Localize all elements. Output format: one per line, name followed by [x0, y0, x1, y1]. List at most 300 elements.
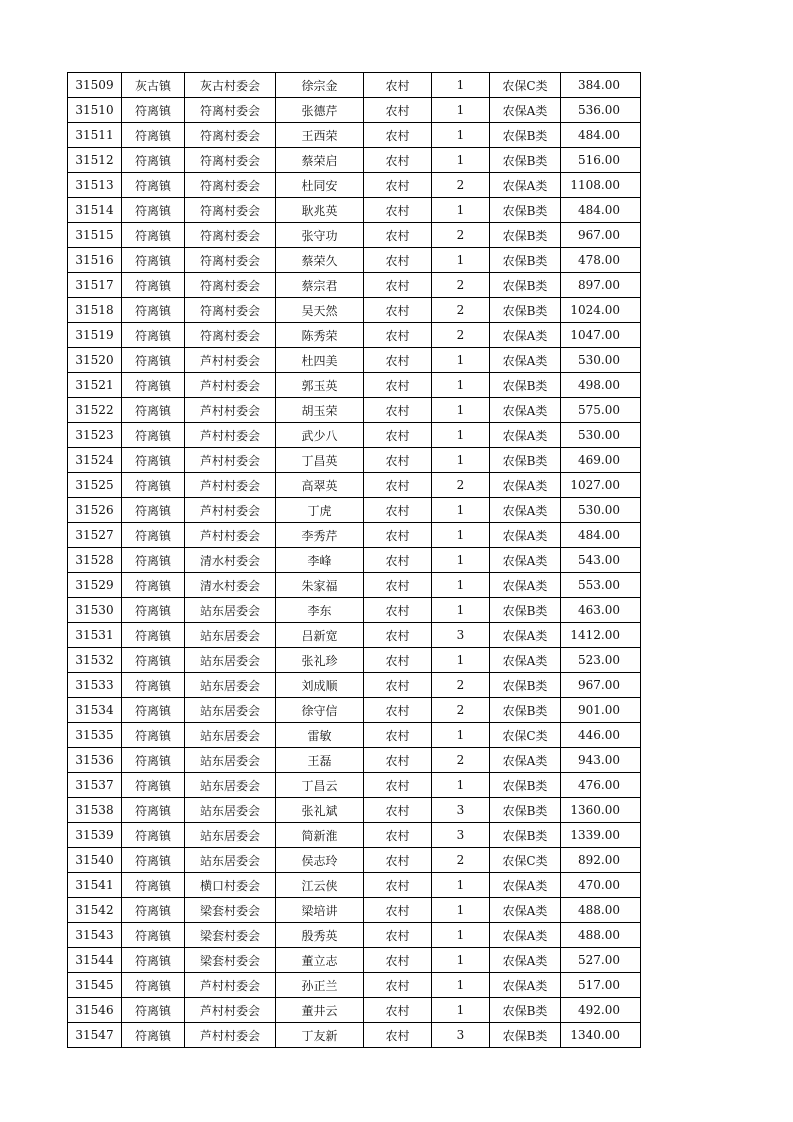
town-cell: 符离镇	[122, 623, 185, 648]
record-id-cell: 31531	[68, 623, 122, 648]
area-type-cell: 农村	[364, 773, 432, 798]
record-id-cell: 31546	[68, 998, 122, 1023]
table-row	[68, 298, 641, 323]
household-count-cell: 2	[432, 473, 490, 498]
table-row	[68, 498, 641, 523]
table-row	[68, 598, 641, 623]
amount-cell: 484.00	[561, 523, 641, 548]
household-count-cell: 1	[432, 598, 490, 623]
town-cell: 符离镇	[122, 723, 185, 748]
record-id-cell: 31519	[68, 323, 122, 348]
name-cell: 简新淮	[276, 823, 364, 848]
table-row	[68, 273, 641, 298]
village-cell: 符离村委会	[185, 223, 276, 248]
table-row	[68, 448, 641, 473]
amount-cell: 498.00	[561, 373, 641, 398]
name-cell: 江云侠	[276, 873, 364, 898]
town-cell: 符离镇	[122, 773, 185, 798]
area-type-cell: 农村	[364, 398, 432, 423]
amount-cell: 553.00	[561, 573, 641, 598]
town-cell: 符离镇	[122, 598, 185, 623]
town-cell: 符离镇	[122, 573, 185, 598]
amount-cell: 484.00	[561, 123, 641, 148]
household-count-cell: 2	[432, 273, 490, 298]
town-cell: 符离镇	[122, 198, 185, 223]
name-cell: 陈秀荣	[276, 323, 364, 348]
table-row	[68, 173, 641, 198]
area-type-cell: 农村	[364, 323, 432, 348]
household-count-cell: 3	[432, 623, 490, 648]
household-count-cell: 2	[432, 323, 490, 348]
insurance-class-cell: 农保B类	[490, 198, 561, 223]
household-count-cell: 3	[432, 1023, 490, 1048]
area-type-cell: 农村	[364, 573, 432, 598]
village-cell: 符离村委会	[185, 198, 276, 223]
name-cell: 丁昌云	[276, 773, 364, 798]
amount-cell: 492.00	[561, 998, 641, 1023]
town-cell: 符离镇	[122, 148, 185, 173]
amount-cell: 575.00	[561, 398, 641, 423]
name-cell: 董立志	[276, 948, 364, 973]
town-cell: 符离镇	[122, 698, 185, 723]
village-cell: 符离村委会	[185, 173, 276, 198]
village-cell: 站东居委会	[185, 823, 276, 848]
area-type-cell: 农村	[364, 473, 432, 498]
table-row	[68, 548, 641, 573]
household-count-cell: 2	[432, 298, 490, 323]
name-cell: 吴天然	[276, 298, 364, 323]
amount-cell: 530.00	[561, 348, 641, 373]
village-cell: 梁套村委会	[185, 948, 276, 973]
name-cell: 梁培讲	[276, 898, 364, 923]
amount-cell: 967.00	[561, 673, 641, 698]
table-row	[68, 423, 641, 448]
name-cell: 张守功	[276, 223, 364, 248]
insurance-class-cell: 农保A类	[490, 873, 561, 898]
name-cell: 郭玉英	[276, 373, 364, 398]
area-type-cell: 农村	[364, 998, 432, 1023]
area-type-cell: 农村	[364, 148, 432, 173]
name-cell: 丁昌英	[276, 448, 364, 473]
town-cell: 符离镇	[122, 98, 185, 123]
amount-cell: 530.00	[561, 498, 641, 523]
area-type-cell: 农村	[364, 648, 432, 673]
table-row	[68, 673, 641, 698]
town-cell: 符离镇	[122, 323, 185, 348]
record-id-cell: 31516	[68, 248, 122, 273]
insurance-class-cell: 农保A类	[490, 923, 561, 948]
village-cell: 站东居委会	[185, 798, 276, 823]
amount-cell: 516.00	[561, 148, 641, 173]
amount-cell: 488.00	[561, 898, 641, 923]
amount-cell: 470.00	[561, 873, 641, 898]
area-type-cell: 农村	[364, 948, 432, 973]
village-cell: 芦村村委会	[185, 998, 276, 1023]
record-id-cell: 31526	[68, 498, 122, 523]
household-count-cell: 1	[432, 98, 490, 123]
record-id-cell: 31527	[68, 523, 122, 548]
amount-cell: 943.00	[561, 748, 641, 773]
amount-cell: 1047.00	[561, 323, 641, 348]
household-count-cell: 1	[432, 248, 490, 273]
table-row	[68, 248, 641, 273]
village-cell: 芦村村委会	[185, 1023, 276, 1048]
insurance-class-cell: 农保A类	[490, 948, 561, 973]
record-id-cell: 31547	[68, 1023, 122, 1048]
household-count-cell: 1	[432, 448, 490, 473]
household-count-cell: 1	[432, 923, 490, 948]
table-row	[68, 723, 641, 748]
table-row	[68, 348, 641, 373]
name-cell: 蔡宗君	[276, 273, 364, 298]
name-cell: 胡玉荣	[276, 398, 364, 423]
household-count-cell: 1	[432, 373, 490, 398]
insurance-class-cell: 农保A类	[490, 323, 561, 348]
table-row	[68, 773, 641, 798]
amount-cell: 478.00	[561, 248, 641, 273]
household-count-cell: 2	[432, 848, 490, 873]
household-count-cell: 1	[432, 723, 490, 748]
insurance-class-cell: 农保B类	[490, 598, 561, 623]
table-row	[68, 398, 641, 423]
town-cell: 符离镇	[122, 523, 185, 548]
amount-cell: 484.00	[561, 198, 641, 223]
table-row	[68, 1023, 641, 1048]
area-type-cell: 农村	[364, 98, 432, 123]
area-type-cell: 农村	[364, 173, 432, 198]
insurance-class-cell: 农保A类	[490, 623, 561, 648]
village-cell: 芦村村委会	[185, 523, 276, 548]
village-cell: 芦村村委会	[185, 473, 276, 498]
table-row	[68, 648, 641, 673]
table-row	[68, 73, 641, 98]
record-id-cell: 31532	[68, 648, 122, 673]
area-type-cell: 农村	[364, 748, 432, 773]
name-cell: 雷敏	[276, 723, 364, 748]
insurance-class-cell: 农保A类	[490, 98, 561, 123]
insurance-class-cell: 农保B类	[490, 223, 561, 248]
name-cell: 徐守信	[276, 698, 364, 723]
area-type-cell: 农村	[364, 1023, 432, 1048]
record-id-cell: 31544	[68, 948, 122, 973]
household-count-cell: 1	[432, 573, 490, 598]
insurance-class-cell: 农保B类	[490, 273, 561, 298]
record-id-cell: 31525	[68, 473, 122, 498]
area-type-cell: 农村	[364, 598, 432, 623]
town-cell: 符离镇	[122, 798, 185, 823]
insurance-class-cell: 农保B类	[490, 698, 561, 723]
area-type-cell: 农村	[364, 673, 432, 698]
record-id-cell: 31510	[68, 98, 122, 123]
table-row	[68, 373, 641, 398]
town-cell: 符离镇	[122, 973, 185, 998]
insurance-class-cell: 农保B类	[490, 448, 561, 473]
insurance-class-cell: 农保B类	[490, 823, 561, 848]
record-id-cell: 31524	[68, 448, 122, 473]
village-cell: 芦村村委会	[185, 448, 276, 473]
record-id-cell: 31534	[68, 698, 122, 723]
insurance-class-cell: 农保A类	[490, 348, 561, 373]
table-row	[68, 198, 641, 223]
area-type-cell: 农村	[364, 723, 432, 748]
household-count-cell: 1	[432, 523, 490, 548]
insurance-class-cell: 农保C类	[490, 73, 561, 98]
amount-cell: 1024.00	[561, 298, 641, 323]
amount-cell: 543.00	[561, 548, 641, 573]
table-row	[68, 973, 641, 998]
record-id-cell: 31513	[68, 173, 122, 198]
village-cell: 梁套村委会	[185, 923, 276, 948]
insurance-class-cell: 农保A类	[490, 748, 561, 773]
town-cell: 符离镇	[122, 348, 185, 373]
household-count-cell: 1	[432, 948, 490, 973]
town-cell: 符离镇	[122, 373, 185, 398]
area-type-cell: 农村	[364, 848, 432, 873]
village-cell: 符离村委会	[185, 323, 276, 348]
town-cell: 符离镇	[122, 473, 185, 498]
record-id-cell: 31537	[68, 773, 122, 798]
village-cell: 梁套村委会	[185, 898, 276, 923]
name-cell: 李秀芹	[276, 523, 364, 548]
amount-cell: 476.00	[561, 773, 641, 798]
village-cell: 灰古村委会	[185, 73, 276, 98]
name-cell: 吕新宽	[276, 623, 364, 648]
area-type-cell: 农村	[364, 623, 432, 648]
table-row	[68, 923, 641, 948]
record-id-cell: 31515	[68, 223, 122, 248]
area-type-cell: 农村	[364, 73, 432, 98]
record-id-cell: 31536	[68, 748, 122, 773]
town-cell: 符离镇	[122, 648, 185, 673]
record-id-cell: 31528	[68, 548, 122, 573]
amount-cell: 488.00	[561, 923, 641, 948]
town-cell: 符离镇	[122, 123, 185, 148]
village-cell: 芦村村委会	[185, 973, 276, 998]
village-cell: 符离村委会	[185, 98, 276, 123]
name-cell: 孙正兰	[276, 973, 364, 998]
village-cell: 站东居委会	[185, 773, 276, 798]
table-row	[68, 873, 641, 898]
insurance-class-cell: 农保C类	[490, 848, 561, 873]
name-cell: 徐宗金	[276, 73, 364, 98]
insurance-class-cell: 农保B类	[490, 798, 561, 823]
village-cell: 横口村委会	[185, 873, 276, 898]
name-cell: 耿兆英	[276, 198, 364, 223]
household-count-cell: 1	[432, 873, 490, 898]
town-cell: 符离镇	[122, 823, 185, 848]
name-cell: 王磊	[276, 748, 364, 773]
record-id-cell: 31529	[68, 573, 122, 598]
name-cell: 张礼斌	[276, 798, 364, 823]
village-cell: 站东居委会	[185, 623, 276, 648]
table-row	[68, 698, 641, 723]
village-cell: 符离村委会	[185, 148, 276, 173]
town-cell: 符离镇	[122, 498, 185, 523]
insurance-class-cell: 农保B类	[490, 148, 561, 173]
town-cell: 符离镇	[122, 298, 185, 323]
town-cell: 灰古镇	[122, 73, 185, 98]
village-cell: 站东居委会	[185, 673, 276, 698]
name-cell: 朱家福	[276, 573, 364, 598]
town-cell: 符离镇	[122, 423, 185, 448]
household-count-cell: 1	[432, 548, 490, 573]
area-type-cell: 农村	[364, 548, 432, 573]
area-type-cell: 农村	[364, 248, 432, 273]
area-type-cell: 农村	[364, 198, 432, 223]
insurance-class-cell: 农保B类	[490, 123, 561, 148]
insurance-class-cell: 农保B类	[490, 1023, 561, 1048]
household-count-cell: 2	[432, 748, 490, 773]
household-count-cell: 1	[432, 348, 490, 373]
household-count-cell: 1	[432, 648, 490, 673]
household-count-cell: 2	[432, 673, 490, 698]
village-cell: 清水村委会	[185, 573, 276, 598]
record-id-cell: 31538	[68, 798, 122, 823]
name-cell: 高翠英	[276, 473, 364, 498]
village-cell: 芦村村委会	[185, 373, 276, 398]
table-row	[68, 98, 641, 123]
town-cell: 符离镇	[122, 248, 185, 273]
insurance-class-cell: 农保A类	[490, 573, 561, 598]
table-row	[68, 798, 641, 823]
amount-cell: 527.00	[561, 948, 641, 973]
name-cell: 董井云	[276, 998, 364, 1023]
town-cell: 符离镇	[122, 673, 185, 698]
amount-cell: 446.00	[561, 723, 641, 748]
record-id-cell: 31523	[68, 423, 122, 448]
insurance-class-cell: 农保B类	[490, 248, 561, 273]
village-cell: 芦村村委会	[185, 498, 276, 523]
table-row	[68, 223, 641, 248]
name-cell: 杜四美	[276, 348, 364, 373]
household-count-cell: 1	[432, 898, 490, 923]
town-cell: 符离镇	[122, 898, 185, 923]
area-type-cell: 农村	[364, 448, 432, 473]
name-cell: 杜同安	[276, 173, 364, 198]
area-type-cell: 农村	[364, 498, 432, 523]
table-row	[68, 748, 641, 773]
name-cell: 李峰	[276, 548, 364, 573]
amount-cell: 1412.00	[561, 623, 641, 648]
amount-cell: 897.00	[561, 273, 641, 298]
town-cell: 符离镇	[122, 548, 185, 573]
insurance-class-cell: 农保A类	[490, 423, 561, 448]
amount-cell: 1360.00	[561, 798, 641, 823]
table-body	[68, 73, 641, 1048]
name-cell: 蔡荣启	[276, 148, 364, 173]
town-cell: 符离镇	[122, 273, 185, 298]
area-type-cell: 农村	[364, 698, 432, 723]
village-cell: 清水村委会	[185, 548, 276, 573]
village-cell: 符离村委会	[185, 248, 276, 273]
name-cell: 张礼珍	[276, 648, 364, 673]
village-cell: 站东居委会	[185, 748, 276, 773]
household-count-cell: 1	[432, 198, 490, 223]
household-count-cell: 3	[432, 798, 490, 823]
village-cell: 芦村村委会	[185, 423, 276, 448]
area-type-cell: 农村	[364, 898, 432, 923]
name-cell: 武少八	[276, 423, 364, 448]
insurance-class-cell: 农保A类	[490, 973, 561, 998]
amount-cell: 892.00	[561, 848, 641, 873]
insurance-class-cell: 农保B类	[490, 373, 561, 398]
village-cell: 符离村委会	[185, 298, 276, 323]
amount-cell: 1108.00	[561, 173, 641, 198]
insurance-class-cell: 农保B类	[490, 773, 561, 798]
name-cell: 刘成顺	[276, 673, 364, 698]
insurance-class-cell: 农保A类	[490, 898, 561, 923]
household-count-cell: 1	[432, 998, 490, 1023]
records-table	[67, 72, 641, 1048]
household-count-cell: 2	[432, 223, 490, 248]
area-type-cell: 农村	[364, 273, 432, 298]
name-cell: 殷秀英	[276, 923, 364, 948]
table-row	[68, 123, 641, 148]
area-type-cell: 农村	[364, 123, 432, 148]
household-count-cell: 1	[432, 423, 490, 448]
insurance-class-cell: 农保B类	[490, 673, 561, 698]
record-id-cell: 31530	[68, 598, 122, 623]
insurance-class-cell: 农保A类	[490, 173, 561, 198]
town-cell: 符离镇	[122, 923, 185, 948]
table-row	[68, 148, 641, 173]
table-row	[68, 823, 641, 848]
amount-cell: 1339.00	[561, 823, 641, 848]
insurance-class-cell: 农保B类	[490, 298, 561, 323]
household-count-cell: 2	[432, 698, 490, 723]
table-row	[68, 998, 641, 1023]
amount-cell: 463.00	[561, 598, 641, 623]
insurance-class-cell: 农保C类	[490, 723, 561, 748]
town-cell: 符离镇	[122, 748, 185, 773]
household-count-cell: 1	[432, 973, 490, 998]
area-type-cell: 农村	[364, 348, 432, 373]
village-cell: 站东居委会	[185, 598, 276, 623]
table-row	[68, 323, 641, 348]
village-cell: 站东居委会	[185, 848, 276, 873]
name-cell: 蔡荣久	[276, 248, 364, 273]
table-row	[68, 898, 641, 923]
area-type-cell: 农村	[364, 873, 432, 898]
amount-cell: 469.00	[561, 448, 641, 473]
village-cell: 站东居委会	[185, 723, 276, 748]
record-id-cell: 31545	[68, 973, 122, 998]
record-id-cell: 31542	[68, 898, 122, 923]
name-cell: 王西荣	[276, 123, 364, 148]
area-type-cell: 农村	[364, 798, 432, 823]
insurance-class-cell: 农保A类	[490, 523, 561, 548]
household-count-cell: 1	[432, 498, 490, 523]
household-count-cell: 2	[432, 173, 490, 198]
area-type-cell: 农村	[364, 823, 432, 848]
name-cell: 侯志玲	[276, 848, 364, 873]
village-cell: 站东居委会	[185, 648, 276, 673]
insurance-class-cell: 农保A类	[490, 398, 561, 423]
record-id-cell: 31509	[68, 73, 122, 98]
amount-cell: 1340.00	[561, 1023, 641, 1048]
area-type-cell: 农村	[364, 223, 432, 248]
table-row	[68, 473, 641, 498]
household-count-cell: 1	[432, 773, 490, 798]
name-cell: 丁虎	[276, 498, 364, 523]
household-count-cell: 3	[432, 823, 490, 848]
household-count-cell: 1	[432, 398, 490, 423]
insurance-class-cell: 农保A类	[490, 548, 561, 573]
name-cell: 丁友新	[276, 1023, 364, 1048]
insurance-class-cell: 农保A类	[490, 498, 561, 523]
insurance-class-cell: 农保A类	[490, 648, 561, 673]
record-id-cell: 31540	[68, 848, 122, 873]
